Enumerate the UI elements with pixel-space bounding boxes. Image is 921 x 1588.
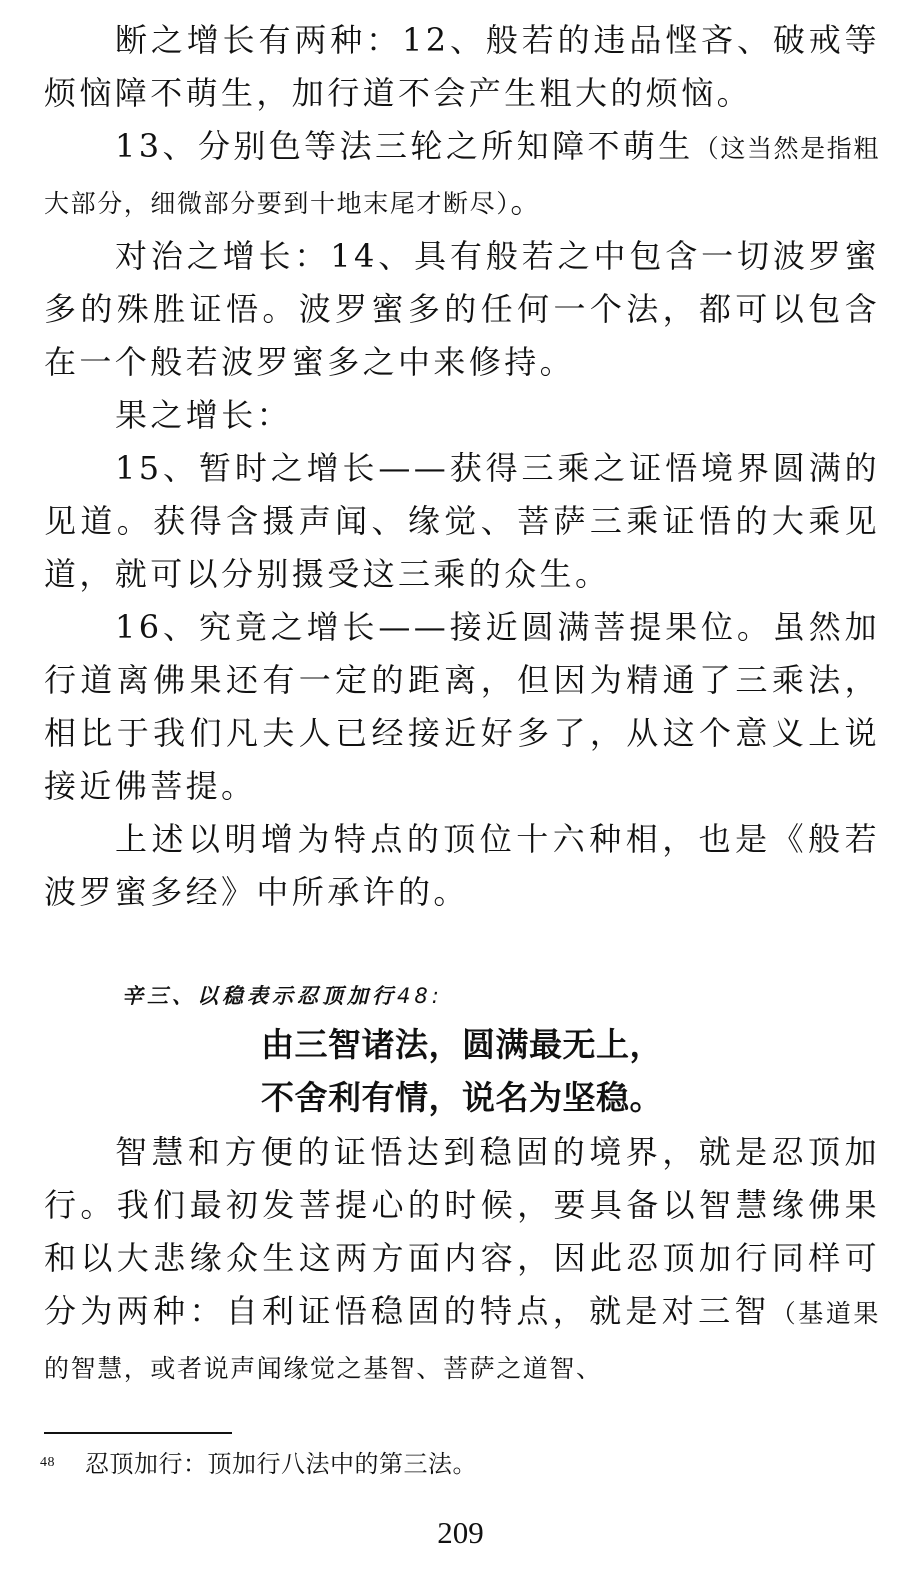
paragraph-2 xyxy=(44,120,880,230)
paragraph-5: 15、暂时之增长——获得三乘之证悟境界圆满的见道。获得含摄声闻、缘觉、菩萨三乘证悟的大乘见道，就可以分别摄受这三乘的众生。 xyxy=(44,449,880,593)
paragraph-1: 断之增长有两种：12、般若的违品悭吝、破戒等烦恼障不萌生，加行道不会产生粗大的烦恼。 xyxy=(44,21,880,112)
paragraph-6: 16、究竟之增长——接近圆满菩提果位。虽然加行道离佛果还有一定的距离，但因为精通了三乘法，相比于我们凡夫人已经接近好多了，从这个意义上说接近佛菩提。 xyxy=(44,608,880,805)
verse-line-1: 由三智诸法，圆满最无上， xyxy=(261,1025,663,1064)
page-number: 209 xyxy=(437,1515,484,1550)
commentary-main: 智慧和方便的证悟达到稳固的境界，就是忍顶加行。我们最初发菩提心的时候，要具备以智慧缘佛果和以大悲缘众生这两方面内容，因此忍顶加行同样可分为两种：自利证悟稳固的特点，就是对三智 xyxy=(44,1133,880,1330)
paragraph-4: 果之增长： xyxy=(115,396,293,434)
paragraph-2-main: 13、分别色等法三轮之所知障不萌生 xyxy=(115,127,694,165)
footnote-divider xyxy=(44,1432,232,1434)
verse-line-2: 不舍利有情，说名为坚稳。 xyxy=(261,1078,663,1117)
footnote-text: 忍顶加行：顶加行八法中的第三法。 xyxy=(85,1452,477,1478)
footnote xyxy=(40,1447,477,1483)
commentary-note: （基道果的智慧，或者说声闻缘觉之基智、菩萨之道智、 xyxy=(44,1299,880,1383)
footnote-reference[interactable]: 48: xyxy=(397,984,443,1008)
paragraph-2-note: （这当然是指粗大部分，细微部分要到十地末尾才断尽） xyxy=(44,134,880,218)
section-heading xyxy=(44,976,880,1016)
paragraph-2-end: 。 xyxy=(510,182,546,220)
commentary-paragraph xyxy=(44,1126,880,1395)
verse-block xyxy=(44,1018,880,1124)
footnote-number: 48 xyxy=(40,1455,55,1470)
paragraph-3: 对治之增长：14、具有般若之中包含一切波罗蜜多的殊胜证悟。波罗蜜多的任何一个法，都可以包含在一个般若波罗蜜多之中来修持。 xyxy=(44,237,880,381)
paragraph-7: 上述以明增为特点的顶位十六种相，也是《般若波罗蜜多经》中所承许的。 xyxy=(44,820,880,911)
section-heading-text: 辛三、以稳表示忍顶加行 xyxy=(122,984,397,1008)
page-body xyxy=(44,14,880,1395)
